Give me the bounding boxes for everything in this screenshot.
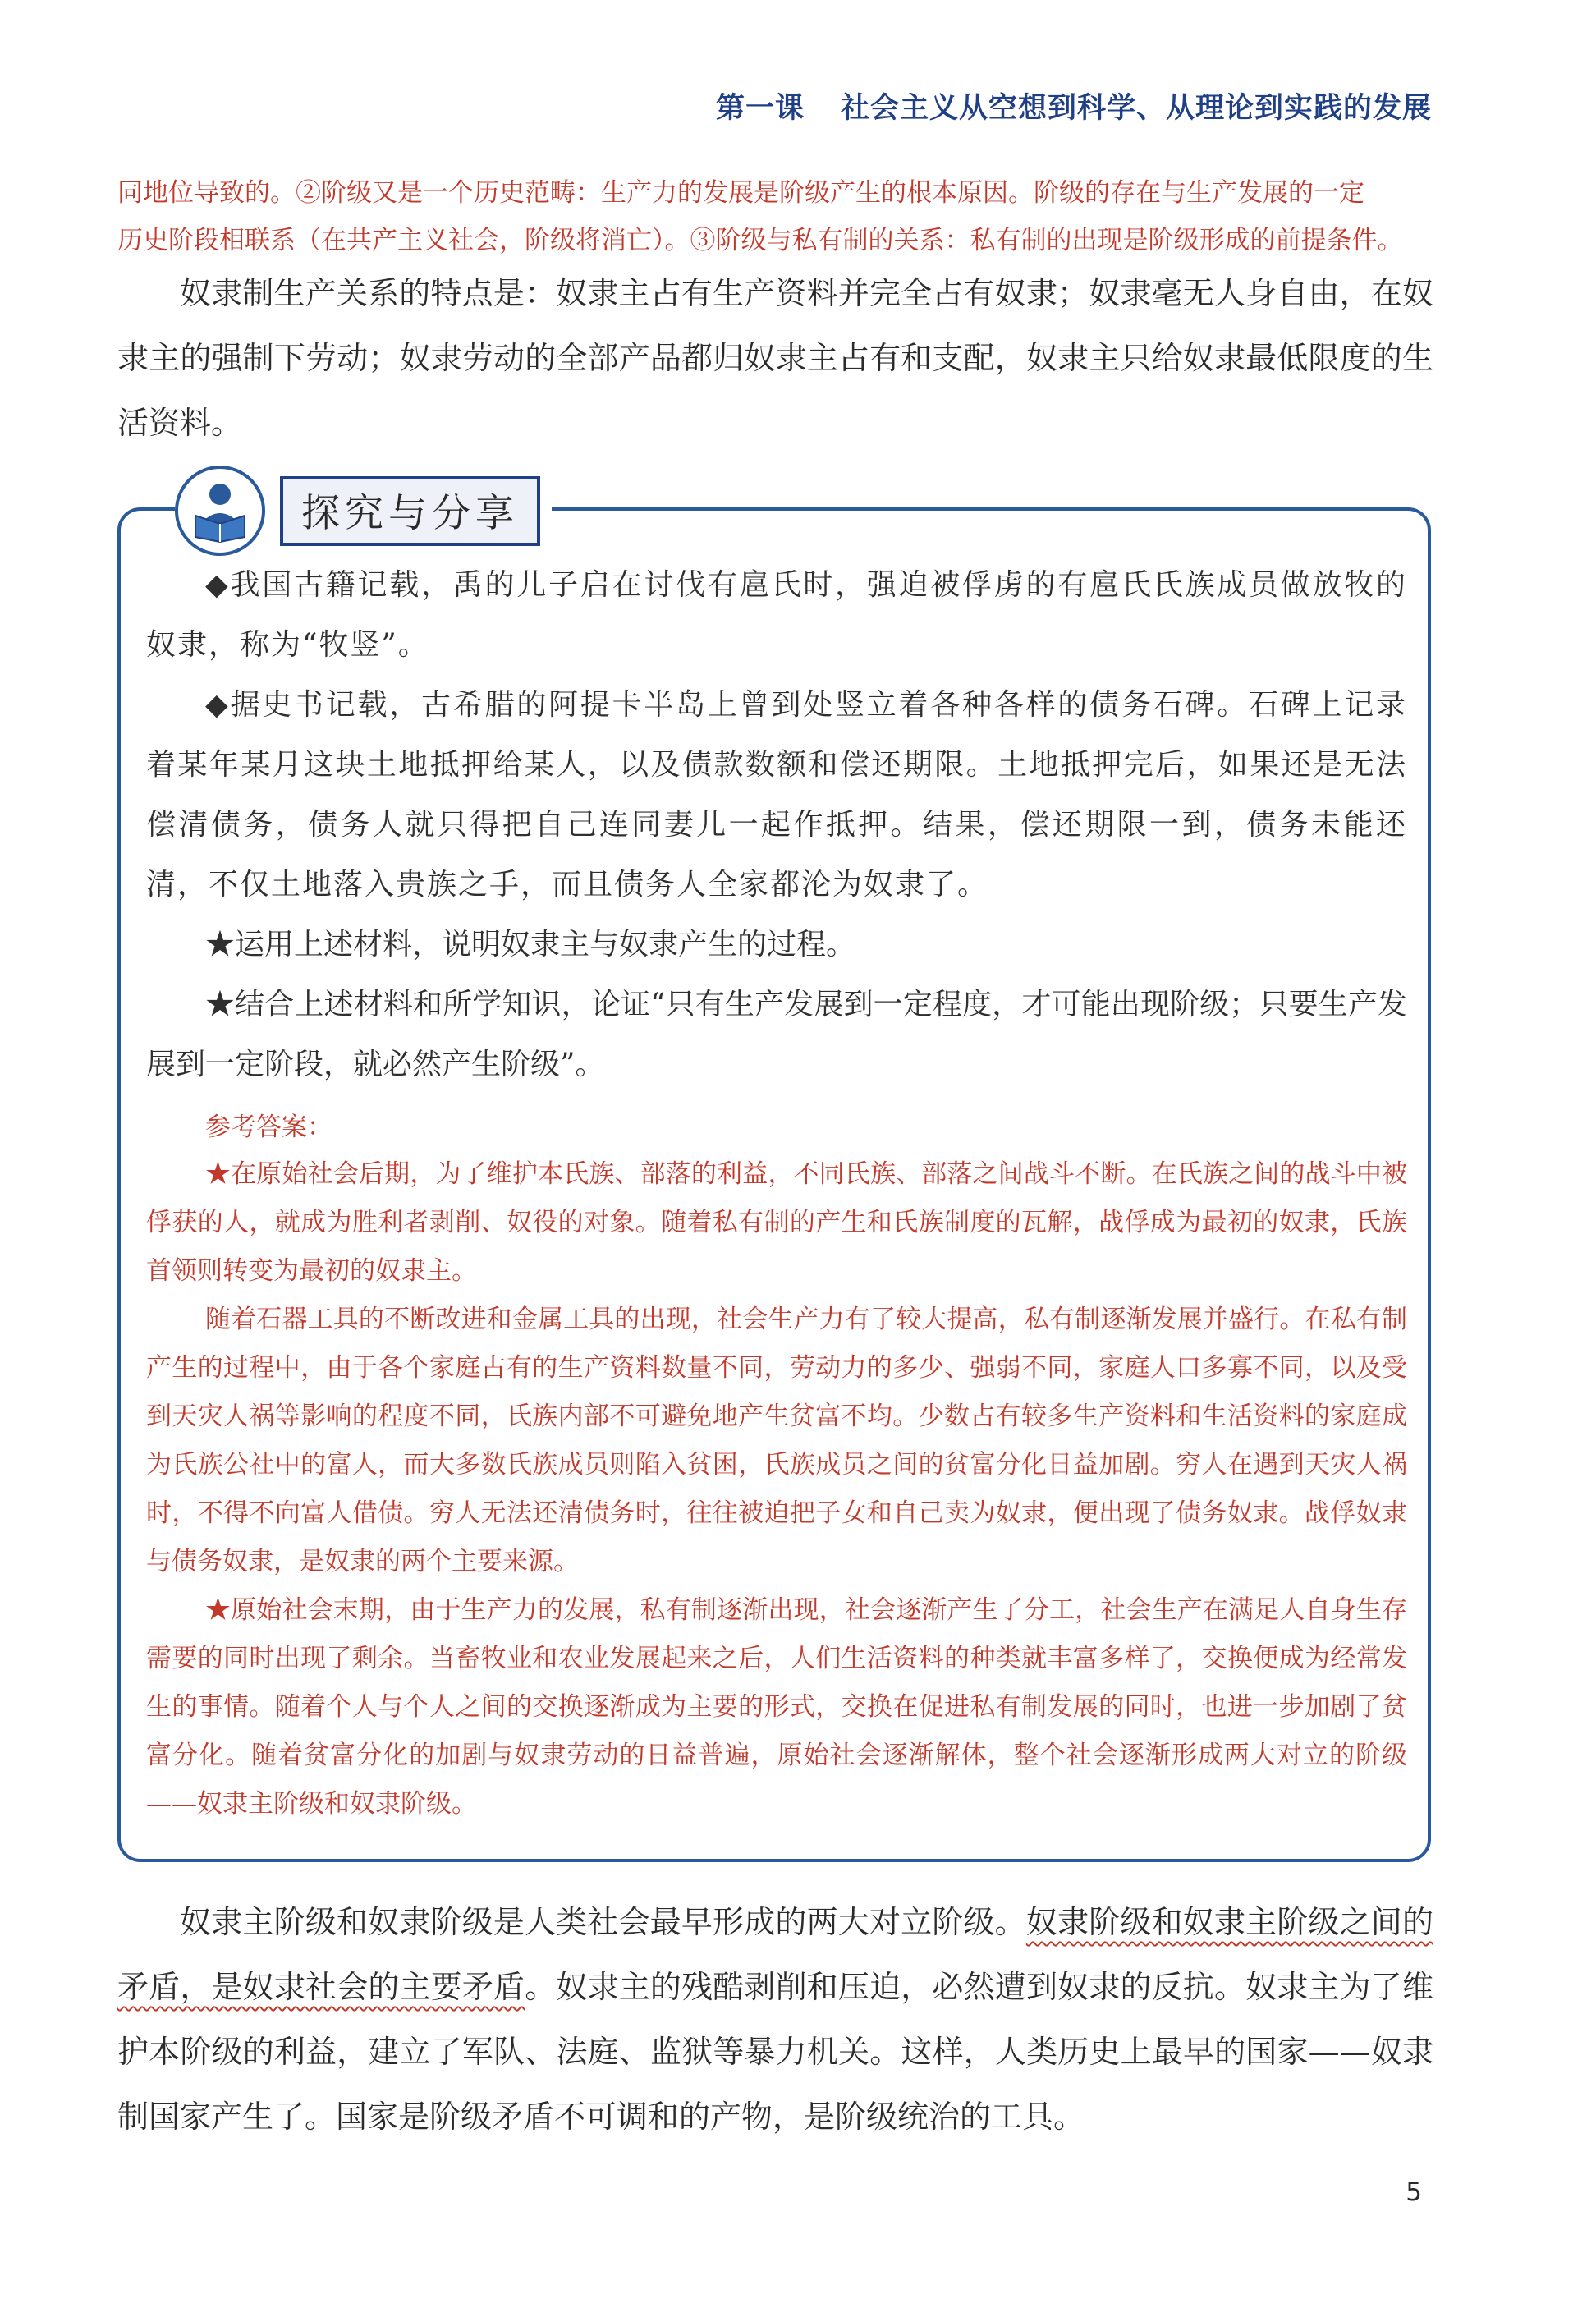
box-title-area — [175, 466, 552, 556]
reading-person-icon — [175, 466, 265, 556]
annotation-line: 同地位导致的。②阶级又是一个历史范畴：生产力的发展是阶级产生的根本原因。阶级的存在与生产发展的一定 — [117, 178, 1364, 208]
lesson-number: 第一课 — [715, 92, 805, 125]
material-2: ◆据史书记载，古希腊的阿提卡半岛上曾到处竖立着各种各样的债务石碑。石碑上记录着某年某月这块土地抵押给某人，以及债款数额和偿还期限。土地抵押完后，如果还是无法偿清债务，债务人就只得把自己连同妻儿一起作抵押。结果，偿还期限一到，债务未能还清，不仅土地落入贵族之手，而且债务人全家都沦为奴隶了。 — [146, 688, 1407, 902]
question-2: ★结合上述材料和所学知识，论证“只有生产发展到一定程度，才可能出现阶级；只要生产发展到一定阶段，就必然产生阶级”。 — [146, 988, 1407, 1081]
answer-3: ★原始社会末期，由于生产力的发展，私有制逐渐出现，社会逐渐产生了分工，社会生产在满足人自身生存需要的同时出现了剩余。当畜牧业和农业发展起来之后，人们生活资料的种类就丰富多样了，交换便成为经常发生的事情。随着个人与个人之间的交换逐渐成为主要的形式，交换在促进私有制发展的同时，也进一步加剧了贫富分化。随着贫富分化的加剧与奴隶劳动的日益普遍，原始社会逐渐解体，整个社会逐渐形成两大对立的阶级——奴隶主阶级和奴隶阶级。 — [146, 1595, 1407, 1819]
answer-2: 随着石器工具的不断改进和金属工具的出现，社会生产力有了较大提高，私有制逐渐发展并盛行。在私有制产生的过程中，由于各个家庭占有的生产资料数量不同，劳动力的多少、强弱不同，家庭人口多寡不同，以及受到天灾人祸等影响的程度不同，氏族内部不可避免地产生贫富不均。少数占有较多生产资料和生活资料的家庭成为氏族公社中的富人，而大多数氏族成员则陷入贫困，氏族成员之间的贫富分化日益加剧。穷人在遇到天灾人祸时，不得不向富人借债。穷人无法还清债务时，往往被迫把子女和自己卖为奴隶，便出现了债务奴隶。战俘奴隶与债务奴隶，是奴隶的两个主要来源。 — [146, 1305, 1407, 1576]
body-paragraph-2 — [117, 1890, 1433, 2150]
page-header — [716, 85, 1432, 126]
annotation-line: 历史阶段相联系（在共产主义社会，阶级将消亡）。③阶级与私有制的关系：私有制的出现是阶级形成的前提条件。 — [117, 226, 1403, 255]
paragraph-part: 。奴隶主的残酷剥削和压迫，必然遭到奴隶的反抗。奴隶主为了维护本阶级的利益，建立了军队、法庭、监狱等暴力机关。这样，人类历史上最早的国家——奴隶制国家产生了。国家是阶级矛盾不可调和的产物，是阶级统治的工具。 — [117, 1969, 1433, 2135]
page-number: 5 — [1406, 2177, 1422, 2207]
answer-label: 参考答案： — [205, 1113, 332, 1142]
lesson-title: 社会主义从空想到科学、从理论到实践的发展 — [840, 92, 1432, 125]
box-content — [146, 555, 1407, 1828]
answer-1: ★在原始社会后期，为了维护本氏族、部落的利益，不同氏族、部落之间战斗不断。在氏族之间的战斗中被俘获的人，就成为胜利者剥削、奴役的对象。随着私有制的产生和氏族制度的瓦解，战俘成为最初的奴隶，氏族首领则转变为最初的奴隶主。 — [146, 1159, 1407, 1286]
underlined-key-sentence: 奴隶阶级和奴隶主阶级之间的矛盾，是奴隶社会的主要矛盾 — [117, 1904, 1433, 2005]
box-title: 探究与分享 — [280, 476, 540, 546]
teacher-annotation — [117, 169, 1439, 264]
material-1: ◆我国古籍记载，禹的儿子启在讨伐有扈氏时，强迫被俘虏的有扈氏氏族成员做放牧的奴隶，称为“牧竖”。 — [146, 568, 1407, 662]
body-paragraph: 奴隶制生产关系的特点是：奴隶主占有生产资料并完全占有奴隶；奴隶毫无人身自由，在奴隶主的强制下劳动；奴隶劳动的全部产品都归奴隶主占有和支配，奴隶主只给奴隶最低限度的生活资料。 — [117, 275, 1433, 441]
question-1: ★运用上述材料，说明奴隶主与奴隶产生的过程。 — [205, 928, 856, 961]
paragraph-part: 奴隶主阶级和奴隶阶级是人类社会最早形成的两大对立阶级。 — [180, 1904, 1026, 1940]
